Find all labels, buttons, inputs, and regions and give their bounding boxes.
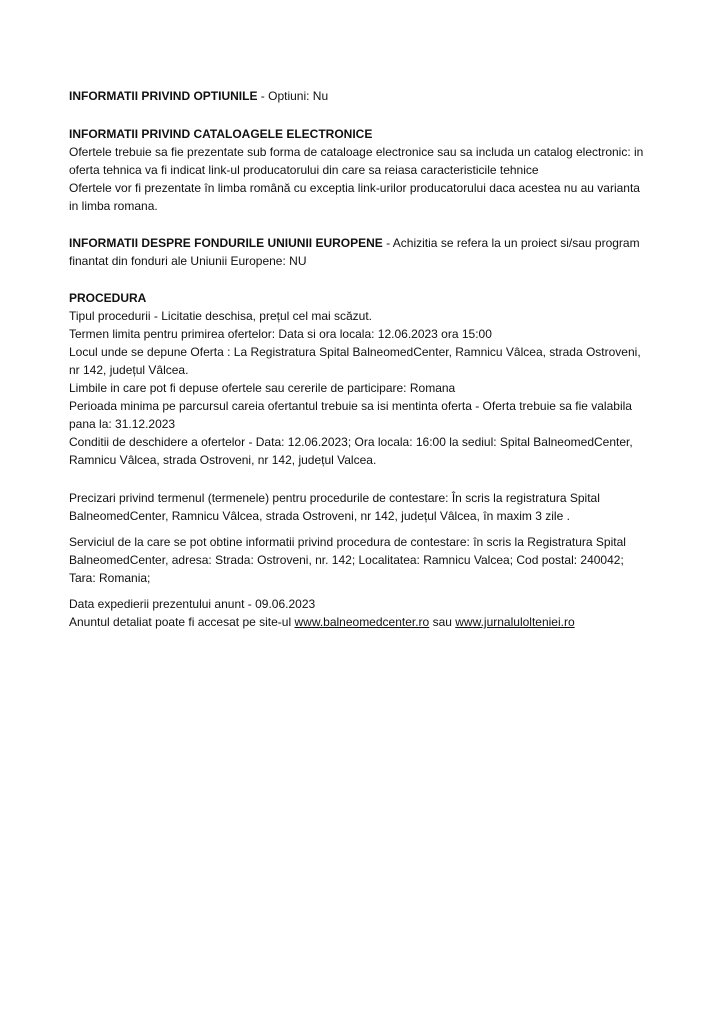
fonduri-heading: INFORMATII DESPRE FONDURILE UNIUNII EUROPENE	[69, 236, 383, 250]
data-expedierii: Data expedierii prezentului anunt - 09.06.2023	[69, 597, 316, 611]
document-body	[69, 87, 669, 631]
anunt-middle: sau	[429, 615, 456, 629]
procedura-line: Locul unde se depune Oferta : La Registratura Spital BalneomedCenter, Ramnicu Vâlcea, strada Ostroveni,	[69, 345, 641, 359]
procedura-line: Tipul procedurii - Licitatie deschisa, prețul cel mai scăzut.	[69, 309, 373, 323]
fonduri-paragraph	[69, 234, 669, 252]
serviciu-line: Serviciul de la care se pot obtine informatii privind procedura de contestare: în scris la Registratura Spital	[69, 535, 626, 549]
procedura-line: Conditii de deschidere a ofertelor - Data: 12.06.2023; Ora locala: 16:00 la sediul: Spital BalneomedCenter,	[69, 435, 633, 449]
procedura-line: nr 142, județul Vâlcea.	[69, 363, 189, 377]
procedura-line: pana la: 31.12.2023	[69, 417, 176, 431]
jurnalulolteniei-link[interactable]: www.jurnalulolteniei.ro	[455, 615, 575, 629]
fonduri-text: - Achizitia se refera la un proiect si/sau program	[382, 236, 640, 250]
optiuni-heading: INFORMATII PRIVIND OPTIUNILE	[69, 89, 258, 103]
procedura-line: Perioada minima pe parcursul careia ofertantul trebuie sa isi mentinta oferta - Oferta trebuie sa fie valabila	[69, 399, 632, 413]
contestare-line: Precizari privind termenul (termenele) pentru procedurile de contestare: În scris la registratura Spital	[69, 491, 600, 505]
procedura-line: Termen limita pentru primirea ofertelor: Data si ora locala: 12.06.2023 ora 15:00	[69, 327, 492, 341]
cataloage-heading: INFORMATII PRIVIND CATALOAGELE ELECTRONICE	[69, 127, 373, 141]
anunt-detaliat	[69, 613, 669, 631]
fonduri-line: finantat din fonduri ale Uniunii Europene: NU	[69, 254, 307, 268]
cataloage-line: Ofertele vor fi prezentate în limba română cu exceptia link-urilor producatorului daca acestea nu au varianta	[69, 181, 640, 195]
optiuni-paragraph	[69, 87, 669, 105]
procedura-heading: PROCEDURA	[69, 291, 147, 305]
anunt-prefix: Anuntul detaliat poate fi accesat pe site-ul	[69, 615, 295, 629]
cataloage-line: Ofertele trebuie sa fie prezentate sub forma de cataloage electronice sau sa includa un catalog electronic: in	[69, 145, 644, 159]
balneomedcenter-link[interactable]: www.balneomedcenter.ro	[294, 615, 430, 629]
cataloage-line: oferta tehnica va fi indicat link-ul producatorului din care sa reiasa caracteristicile tehnice	[69, 163, 539, 177]
serviciu-line: Tara: Romania;	[69, 571, 151, 585]
contestare-line: BalneomedCenter, Ramnicu Vâlcea, strada Ostroveni, nr 142, județul Vâlcea, în maxim 3 zile .	[69, 509, 570, 523]
cataloage-line: in limba romana.	[69, 199, 158, 213]
serviciu-line: BalneomedCenter, adresa: Strada: Ostroveni, nr. 142; Localitatea: Ramnicu Valcea; Cod postal: 240042;	[69, 553, 624, 567]
procedura-line: Limbile in care pot fi depuse ofertele sau cererile de participare: Romana	[69, 381, 456, 395]
procedura-line: Ramnicu Vâlcea, strada Ostroveni, nr 142, județul Valcea.	[69, 453, 377, 467]
optiuni-text: - Optiuni: Nu	[257, 89, 329, 103]
